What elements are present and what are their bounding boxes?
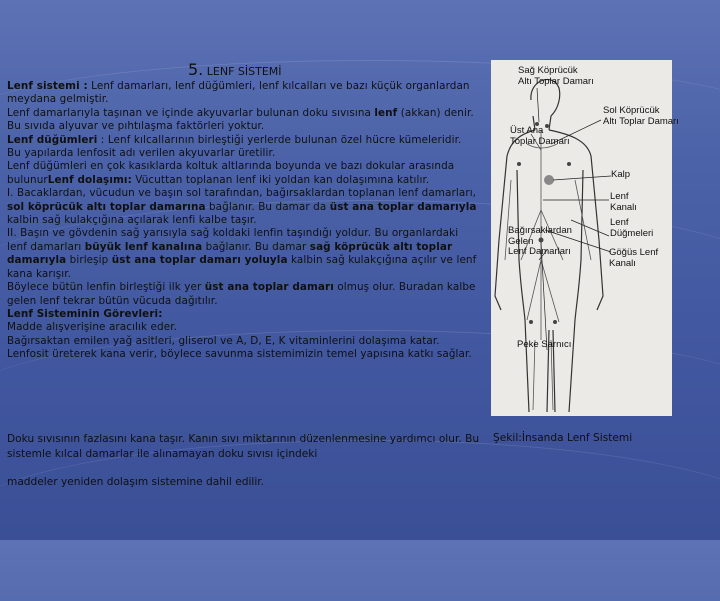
label-sag-kopruck (518, 66, 594, 87)
label-text: Sağ Köprücük Altı Toplar Damarı (518, 65, 594, 87)
text: Lenf düğümleri en çok kasıklarda koltuk altlarında boyunda ve bazı dokular arasında bulunur (7, 160, 455, 186)
text: Böylece bütün lenfin birleştiği ilk yer (7, 281, 205, 294)
heart (544, 175, 554, 185)
label-text: Göğüs Lenf Kanalı (609, 247, 659, 269)
head-outline (531, 79, 560, 130)
term: Lenf dolaşımı: (47, 173, 132, 186)
paragraph: maddeler yeniden dolaşım sistemine dahil edilir. (7, 476, 265, 488)
paragraph (7, 160, 477, 187)
left-torso-leg-outline (517, 170, 529, 412)
paragraph: Bağırsaktan emilen yağ asitleri, gliserol ve A, D, E, K vitaminlerini dolaşıma katar. (7, 334, 440, 347)
text: bağlanır. Bu damar (202, 240, 310, 253)
label-peke-sarnici (517, 340, 571, 351)
text: birleşip (66, 254, 112, 267)
label-pointer (537, 88, 539, 122)
label-sol-kopruck (603, 106, 679, 127)
slide-title-number: 5. (188, 60, 204, 79)
text: I. Bacaklardan, vücudun ve başın sol tarafından, bağırsaklardan toplanan lenf damarları, (7, 187, 477, 200)
text: kalbin sağ kulakçığına açılır ve lenf kana karışır. (7, 254, 477, 280)
term: Lenf sistemi : (7, 80, 88, 92)
label-pointer (541, 242, 547, 350)
label-ust-ana (510, 126, 570, 147)
term: lenf (374, 106, 398, 119)
text: kalbin sağ kulakçığına açılarak lenfi kalbe taşır. (7, 214, 257, 227)
lymph-node (529, 320, 533, 324)
label-text: Lenf Kanalı (610, 191, 637, 213)
leg-lymph-vessels (533, 340, 553, 410)
label-pointer (553, 176, 611, 180)
label-text: Lenf Düğmeleri (610, 217, 654, 239)
figure-caption: Şekil:İnsanda Lenf Sistemi (493, 432, 633, 444)
term: sağ köprücük altı toplar damarıyla (7, 240, 453, 267)
paragraph (7, 308, 477, 321)
slide-title-text: LENF SİSTEMİ (206, 65, 282, 78)
text: : Lenf kılcallarının birleştiği yerlerde bulunan özel hücre kümeleridir. Bu yapılarda lenfosit adı verilen akyuvarlar üretilir. (7, 133, 462, 160)
text: (akkan) denir. Bu sıvıda alyuvar ve pıhtılaşma faktörleri yoktur. (7, 106, 474, 133)
label-text: Sol Köprücük Altı Toplar Damarı (603, 105, 679, 127)
lymph-node (517, 162, 521, 166)
right-arm-outline (549, 130, 603, 310)
label-lenf-kanali (610, 192, 637, 213)
lymph-node (567, 162, 571, 166)
label-text: Peke Sarnıcı (517, 339, 572, 350)
label-gogus-lenf (609, 248, 658, 269)
text: Vücuttan toplanan lenf iki yoldan kan dolaşımına katılır. (131, 173, 430, 186)
paragraph: Madde alışverişine aracılık eder. (7, 321, 178, 334)
left-arm-outline (495, 130, 535, 310)
text: bağlanır. Bu damar da (205, 200, 330, 213)
label-text: Bağırsaklardan Gelen Lenf Damarları (508, 225, 572, 257)
term: sol köprücük altı toplar damarına (7, 200, 206, 213)
lymph-node (553, 320, 557, 324)
label-text: Kalp (611, 169, 631, 180)
term: üst ana toplar damarı yoluyla (111, 254, 288, 267)
text: olmuş olur. Buradan kalbe gelen lenf tekrar bütün vücuda dağıtılır. (7, 281, 476, 307)
paragraph (7, 227, 477, 281)
text: Lenf damarlarıyla taşınan ve içinde akyuvarlar bulunan doku sıvısına (7, 106, 375, 119)
label-pointer (571, 220, 609, 236)
paragraph (7, 134, 477, 161)
section-heading: Lenf Sisteminin Görevleri: (7, 307, 163, 320)
lymph-system-figure (491, 60, 679, 416)
text: II. Başın ve gövdenin sağ yarısıyla sağ koldaki lenfin taşındığı yoldur. Bu organlardaki lenf damarları (7, 227, 459, 253)
label-kalp (611, 170, 630, 181)
paragraph: Doku sıvısının fazlasını kana taşır. Kanın sıvı miktarının düzenlenmesine yardımcı olur. Bu sistemle kılcal damarlar ile alınamayan doku sıvısı içindeki (7, 433, 480, 460)
paragraph (7, 107, 477, 134)
paragraph (7, 80, 477, 107)
text: Lenf damarları, lenf düğümleri, lenf kılcalları ve bazı küçük organlardan meydana gelmiştir. (7, 80, 470, 106)
term: üst ana toplar damarıyla (329, 200, 477, 213)
paragraph (7, 187, 477, 227)
main-text (7, 80, 477, 362)
right-torso-leg-outline (569, 170, 583, 412)
label-bagirsaklardan (508, 226, 572, 258)
label-lenf-dugmeleri (610, 218, 653, 239)
term: büyük lenf kanalına (84, 240, 203, 253)
slide-title (188, 60, 282, 79)
paragraph (7, 281, 477, 308)
term: üst ana toplar damarı (204, 281, 334, 294)
paragraph: Lenfosit üreterek kana verir, böylece savunma sistemimizin temel yapısına katkı sağlar. (7, 348, 472, 361)
label-text: Üst Ana Toplar Damarı (510, 125, 570, 147)
term: Lenf düğümleri (7, 133, 98, 146)
bottom-text (7, 432, 487, 490)
